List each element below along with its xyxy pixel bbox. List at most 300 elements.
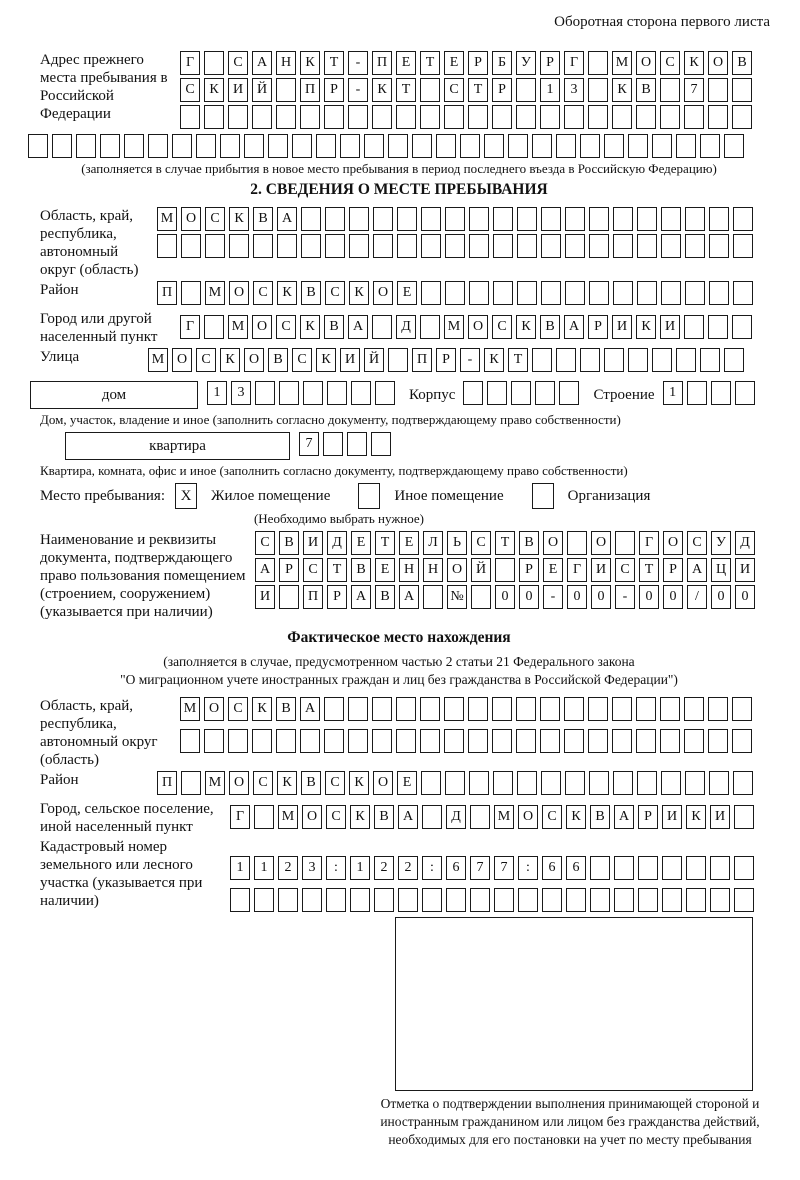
char-cell[interactable]: Й bbox=[471, 558, 491, 582]
char-cell[interactable]: О bbox=[302, 805, 322, 829]
char-cell[interactable] bbox=[535, 381, 555, 405]
char-cell[interactable]: О bbox=[543, 531, 563, 555]
char-cell[interactable]: С bbox=[325, 771, 345, 795]
char-cell[interactable] bbox=[397, 234, 417, 258]
char-cell[interactable]: А bbox=[687, 558, 707, 582]
char-cell[interactable]: Е bbox=[543, 558, 563, 582]
char-cell[interactable]: - bbox=[615, 585, 635, 609]
char-cell[interactable]: А bbox=[255, 558, 275, 582]
char-cell[interactable]: В bbox=[374, 805, 394, 829]
char-cell[interactable] bbox=[494, 888, 514, 912]
char-cell[interactable] bbox=[420, 315, 440, 339]
char-cell[interactable]: М bbox=[180, 697, 200, 721]
char-cell[interactable]: С bbox=[542, 805, 562, 829]
char-cell[interactable] bbox=[487, 381, 507, 405]
char-cell[interactable]: С bbox=[255, 531, 275, 555]
char-cell[interactable] bbox=[517, 234, 537, 258]
char-cell[interactable] bbox=[661, 771, 681, 795]
char-cell[interactable]: О bbox=[229, 771, 249, 795]
char-cell[interactable]: С bbox=[253, 281, 273, 305]
char-cell[interactable] bbox=[375, 381, 395, 405]
char-cell[interactable] bbox=[180, 105, 200, 129]
char-cell[interactable] bbox=[637, 771, 657, 795]
char-cell[interactable]: О bbox=[204, 697, 224, 721]
char-cell[interactable] bbox=[196, 134, 216, 158]
char-cell[interactable]: В bbox=[301, 281, 321, 305]
char-cell[interactable]: С bbox=[205, 207, 225, 231]
char-cell[interactable]: М bbox=[148, 348, 168, 372]
char-cell[interactable]: К bbox=[204, 78, 224, 102]
char-cell[interactable] bbox=[316, 134, 336, 158]
char-cell[interactable] bbox=[732, 105, 752, 129]
char-cell[interactable]: / bbox=[687, 585, 707, 609]
char-cell[interactable] bbox=[589, 281, 609, 305]
char-cell[interactable] bbox=[685, 207, 705, 231]
char-cell[interactable]: 1 bbox=[540, 78, 560, 102]
char-cell[interactable]: Д bbox=[396, 315, 416, 339]
char-cell[interactable]: К bbox=[300, 51, 320, 75]
char-cell[interactable] bbox=[733, 281, 753, 305]
char-cell[interactable]: П bbox=[157, 771, 177, 795]
char-cell[interactable]: О bbox=[181, 207, 201, 231]
char-cell[interactable]: Р bbox=[540, 51, 560, 75]
char-cell[interactable] bbox=[444, 729, 464, 753]
char-cell[interactable] bbox=[420, 729, 440, 753]
char-cell[interactable] bbox=[349, 207, 369, 231]
char-cell[interactable] bbox=[205, 234, 225, 258]
char-cell[interactable]: С bbox=[196, 348, 216, 372]
char-cell[interactable] bbox=[181, 234, 201, 258]
char-cell[interactable] bbox=[52, 134, 72, 158]
char-cell[interactable]: К bbox=[277, 771, 297, 795]
char-cell[interactable]: В bbox=[324, 315, 344, 339]
char-cell[interactable]: 1 bbox=[350, 856, 370, 880]
char-cell[interactable]: Е bbox=[396, 51, 416, 75]
char-cell[interactable] bbox=[373, 234, 393, 258]
char-cell[interactable]: И bbox=[340, 348, 360, 372]
char-cell[interactable] bbox=[612, 729, 632, 753]
char-cell[interactable]: Р bbox=[324, 78, 344, 102]
char-cell[interactable]: С bbox=[687, 531, 707, 555]
char-cell[interactable] bbox=[493, 234, 513, 258]
char-cell[interactable] bbox=[351, 381, 371, 405]
char-cell[interactable]: Р bbox=[327, 585, 347, 609]
char-cell[interactable]: К bbox=[316, 348, 336, 372]
char-cell[interactable]: К bbox=[566, 805, 586, 829]
char-cell[interactable]: С bbox=[180, 78, 200, 102]
char-cell[interactable] bbox=[662, 888, 682, 912]
char-cell[interactable]: И bbox=[735, 558, 755, 582]
char-cell[interactable]: Т bbox=[327, 558, 347, 582]
char-cell[interactable] bbox=[518, 888, 538, 912]
char-cell[interactable]: 0 bbox=[567, 585, 587, 609]
char-cell[interactable] bbox=[279, 381, 299, 405]
char-cell[interactable] bbox=[686, 856, 706, 880]
char-cell[interactable]: К bbox=[612, 78, 632, 102]
char-cell[interactable]: - bbox=[543, 585, 563, 609]
char-cell[interactable] bbox=[470, 805, 490, 829]
char-cell[interactable] bbox=[422, 888, 442, 912]
char-cell[interactable]: А bbox=[564, 315, 584, 339]
char-cell[interactable] bbox=[589, 771, 609, 795]
char-cell[interactable] bbox=[613, 771, 633, 795]
char-cell[interactable] bbox=[371, 432, 391, 456]
char-cell[interactable]: Н bbox=[423, 558, 443, 582]
char-cell[interactable] bbox=[638, 888, 658, 912]
char-cell[interactable] bbox=[564, 105, 584, 129]
char-cell[interactable]: К bbox=[277, 281, 297, 305]
char-cell[interactable]: И bbox=[612, 315, 632, 339]
char-cell[interactable] bbox=[541, 207, 561, 231]
char-cell[interactable] bbox=[612, 105, 632, 129]
char-cell[interactable]: 0 bbox=[735, 585, 755, 609]
char-cell[interactable] bbox=[516, 729, 536, 753]
char-cell[interactable] bbox=[204, 51, 224, 75]
char-cell[interactable] bbox=[276, 105, 296, 129]
char-cell[interactable]: 7 bbox=[494, 856, 514, 880]
char-cell[interactable]: К bbox=[686, 805, 706, 829]
char-cell[interactable]: И bbox=[662, 805, 682, 829]
char-cell[interactable]: Е bbox=[397, 771, 417, 795]
char-cell[interactable] bbox=[421, 234, 441, 258]
char-cell[interactable]: В bbox=[636, 78, 656, 102]
char-cell[interactable] bbox=[421, 207, 441, 231]
char-cell[interactable] bbox=[565, 771, 585, 795]
char-cell[interactable]: 1 bbox=[230, 856, 250, 880]
char-cell[interactable] bbox=[661, 234, 681, 258]
char-cell[interactable]: О bbox=[373, 281, 393, 305]
char-cell[interactable]: Т bbox=[375, 531, 395, 555]
char-cell[interactable] bbox=[252, 729, 272, 753]
char-cell[interactable] bbox=[565, 234, 585, 258]
char-cell[interactable]: М bbox=[205, 771, 225, 795]
char-cell[interactable] bbox=[244, 134, 264, 158]
char-cell[interactable] bbox=[700, 134, 720, 158]
char-cell[interactable] bbox=[709, 207, 729, 231]
char-cell[interactable]: 0 bbox=[639, 585, 659, 609]
char-cell[interactable]: 6 bbox=[542, 856, 562, 880]
char-cell[interactable]: Л bbox=[423, 531, 443, 555]
char-cell[interactable] bbox=[638, 856, 658, 880]
char-cell[interactable]: О bbox=[447, 558, 467, 582]
char-cell[interactable] bbox=[540, 105, 560, 129]
char-cell[interactable]: Р bbox=[588, 315, 608, 339]
char-cell[interactable] bbox=[565, 281, 585, 305]
stay-type-checkbox-organization[interactable] bbox=[532, 483, 554, 509]
char-cell[interactable] bbox=[364, 134, 384, 158]
char-cell[interactable]: В bbox=[268, 348, 288, 372]
char-cell[interactable] bbox=[303, 381, 323, 405]
char-cell[interactable] bbox=[349, 234, 369, 258]
char-cell[interactable]: Р bbox=[638, 805, 658, 829]
char-cell[interactable]: Д bbox=[735, 531, 755, 555]
char-cell[interactable] bbox=[100, 134, 120, 158]
char-cell[interactable] bbox=[388, 134, 408, 158]
char-cell[interactable] bbox=[302, 888, 322, 912]
char-cell[interactable] bbox=[396, 105, 416, 129]
char-cell[interactable] bbox=[732, 78, 752, 102]
char-cell[interactable]: П bbox=[157, 281, 177, 305]
char-cell[interactable] bbox=[468, 105, 488, 129]
char-cell[interactable]: И bbox=[710, 805, 730, 829]
char-cell[interactable] bbox=[652, 348, 672, 372]
char-cell[interactable] bbox=[724, 134, 744, 158]
char-cell[interactable]: С bbox=[444, 78, 464, 102]
char-cell[interactable]: К bbox=[372, 78, 392, 102]
char-cell[interactable] bbox=[397, 207, 417, 231]
char-cell[interactable] bbox=[559, 381, 579, 405]
char-cell[interactable] bbox=[732, 729, 752, 753]
char-cell[interactable] bbox=[732, 315, 752, 339]
char-cell[interactable] bbox=[709, 771, 729, 795]
char-cell[interactable] bbox=[469, 207, 489, 231]
stay-type-checkbox-residential[interactable]: X bbox=[175, 483, 197, 509]
char-cell[interactable]: Г bbox=[564, 51, 584, 75]
char-cell[interactable]: П bbox=[372, 51, 392, 75]
char-cell[interactable] bbox=[436, 134, 456, 158]
char-cell[interactable]: : bbox=[518, 856, 538, 880]
char-cell[interactable] bbox=[445, 207, 465, 231]
char-cell[interactable]: Т bbox=[508, 348, 528, 372]
char-cell[interactable] bbox=[373, 207, 393, 231]
char-cell[interactable]: Г bbox=[180, 315, 200, 339]
char-cell[interactable]: К bbox=[349, 281, 369, 305]
char-cell[interactable]: В bbox=[540, 315, 560, 339]
char-cell[interactable]: О bbox=[229, 281, 249, 305]
char-cell[interactable] bbox=[124, 134, 144, 158]
char-cell[interactable] bbox=[709, 234, 729, 258]
char-cell[interactable]: Т bbox=[468, 78, 488, 102]
char-cell[interactable]: 3 bbox=[231, 381, 251, 405]
char-cell[interactable] bbox=[372, 315, 392, 339]
char-cell[interactable] bbox=[511, 381, 531, 405]
char-cell[interactable] bbox=[327, 381, 347, 405]
char-cell[interactable] bbox=[556, 134, 576, 158]
char-cell[interactable] bbox=[493, 771, 513, 795]
char-cell[interactable]: К bbox=[252, 697, 272, 721]
char-cell[interactable] bbox=[588, 697, 608, 721]
char-cell[interactable]: 2 bbox=[278, 856, 298, 880]
char-cell[interactable] bbox=[422, 805, 442, 829]
char-cell[interactable]: К bbox=[516, 315, 536, 339]
char-cell[interactable] bbox=[567, 531, 587, 555]
char-cell[interactable] bbox=[471, 585, 491, 609]
char-cell[interactable] bbox=[541, 771, 561, 795]
char-cell[interactable]: 0 bbox=[591, 585, 611, 609]
char-cell[interactable]: Д bbox=[446, 805, 466, 829]
char-cell[interactable] bbox=[532, 134, 552, 158]
char-cell[interactable] bbox=[412, 134, 432, 158]
char-cell[interactable] bbox=[254, 888, 274, 912]
char-cell[interactable] bbox=[445, 281, 465, 305]
char-cell[interactable] bbox=[614, 856, 634, 880]
char-cell[interactable] bbox=[229, 234, 249, 258]
char-cell[interactable] bbox=[300, 729, 320, 753]
char-cell[interactable] bbox=[372, 729, 392, 753]
char-cell[interactable] bbox=[204, 315, 224, 339]
char-cell[interactable] bbox=[708, 105, 728, 129]
char-cell[interactable] bbox=[612, 697, 632, 721]
char-cell[interactable] bbox=[589, 207, 609, 231]
char-cell[interactable]: Г bbox=[180, 51, 200, 75]
char-cell[interactable] bbox=[564, 729, 584, 753]
char-cell[interactable] bbox=[724, 348, 744, 372]
char-cell[interactable] bbox=[734, 856, 754, 880]
char-cell[interactable]: Р bbox=[492, 78, 512, 102]
char-cell[interactable] bbox=[492, 729, 512, 753]
char-cell[interactable]: 7 bbox=[299, 432, 319, 456]
char-cell[interactable] bbox=[604, 134, 624, 158]
char-cell[interactable] bbox=[444, 105, 464, 129]
char-cell[interactable] bbox=[421, 771, 441, 795]
char-cell[interactable] bbox=[220, 134, 240, 158]
char-cell[interactable]: С bbox=[276, 315, 296, 339]
char-cell[interactable]: Ь bbox=[447, 531, 467, 555]
char-cell[interactable] bbox=[228, 729, 248, 753]
char-cell[interactable] bbox=[685, 281, 705, 305]
char-cell[interactable] bbox=[588, 729, 608, 753]
char-cell[interactable] bbox=[628, 134, 648, 158]
char-cell[interactable]: Т bbox=[396, 78, 416, 102]
char-cell[interactable]: С bbox=[253, 771, 273, 795]
char-cell[interactable]: А bbox=[252, 51, 272, 75]
char-cell[interactable]: 2 bbox=[374, 856, 394, 880]
char-cell[interactable]: : bbox=[326, 856, 346, 880]
stay-type-checkbox-other[interactable] bbox=[358, 483, 380, 509]
char-cell[interactable] bbox=[733, 207, 753, 231]
char-cell[interactable]: К bbox=[229, 207, 249, 231]
char-cell[interactable]: 3 bbox=[302, 856, 322, 880]
char-cell[interactable] bbox=[686, 888, 706, 912]
char-cell[interactable]: О bbox=[244, 348, 264, 372]
char-cell[interactable]: А bbox=[277, 207, 297, 231]
char-cell[interactable] bbox=[420, 78, 440, 102]
char-cell[interactable]: В bbox=[301, 771, 321, 795]
char-cell[interactable] bbox=[516, 105, 536, 129]
char-cell[interactable] bbox=[493, 207, 513, 231]
char-cell[interactable] bbox=[423, 585, 443, 609]
char-cell[interactable] bbox=[396, 697, 416, 721]
char-cell[interactable]: Г bbox=[567, 558, 587, 582]
char-cell[interactable] bbox=[711, 381, 731, 405]
char-cell[interactable] bbox=[420, 697, 440, 721]
char-cell[interactable] bbox=[532, 348, 552, 372]
char-cell[interactable] bbox=[278, 888, 298, 912]
char-cell[interactable]: А bbox=[351, 585, 371, 609]
char-cell[interactable] bbox=[661, 207, 681, 231]
char-cell[interactable]: С bbox=[492, 315, 512, 339]
char-cell[interactable] bbox=[709, 281, 729, 305]
char-cell[interactable]: М bbox=[494, 805, 514, 829]
char-cell[interactable] bbox=[636, 729, 656, 753]
char-cell[interactable] bbox=[204, 729, 224, 753]
char-cell[interactable] bbox=[708, 697, 728, 721]
char-cell[interactable]: 1 bbox=[254, 856, 274, 880]
char-cell[interactable]: Й bbox=[364, 348, 384, 372]
char-cell[interactable]: О bbox=[518, 805, 538, 829]
char-cell[interactable] bbox=[230, 888, 250, 912]
char-cell[interactable] bbox=[396, 729, 416, 753]
char-cell[interactable] bbox=[324, 105, 344, 129]
char-cell[interactable] bbox=[684, 315, 704, 339]
char-cell[interactable] bbox=[637, 234, 657, 258]
char-cell[interactable]: А bbox=[399, 585, 419, 609]
char-cell[interactable]: Е bbox=[397, 281, 417, 305]
char-cell[interactable] bbox=[540, 729, 560, 753]
char-cell[interactable] bbox=[347, 432, 367, 456]
char-cell[interactable] bbox=[516, 78, 536, 102]
char-cell[interactable]: Н bbox=[276, 51, 296, 75]
char-cell[interactable]: Т bbox=[639, 558, 659, 582]
char-cell[interactable] bbox=[735, 381, 755, 405]
char-cell[interactable] bbox=[348, 697, 368, 721]
char-cell[interactable]: И bbox=[228, 78, 248, 102]
char-cell[interactable] bbox=[468, 697, 488, 721]
char-cell[interactable] bbox=[517, 281, 537, 305]
char-cell[interactable] bbox=[517, 207, 537, 231]
char-cell[interactable] bbox=[676, 134, 696, 158]
char-cell[interactable]: Е bbox=[399, 531, 419, 555]
char-cell[interactable] bbox=[660, 729, 680, 753]
char-cell[interactable] bbox=[279, 585, 299, 609]
char-cell[interactable] bbox=[254, 805, 274, 829]
char-cell[interactable] bbox=[660, 78, 680, 102]
char-cell[interactable] bbox=[516, 697, 536, 721]
char-cell[interactable] bbox=[588, 105, 608, 129]
char-cell[interactable]: С bbox=[292, 348, 312, 372]
char-cell[interactable] bbox=[684, 729, 704, 753]
char-cell[interactable]: О bbox=[172, 348, 192, 372]
char-cell[interactable]: 7 bbox=[470, 856, 490, 880]
char-cell[interactable]: Е bbox=[351, 531, 371, 555]
char-cell[interactable]: П bbox=[303, 585, 323, 609]
char-cell[interactable]: Р bbox=[279, 558, 299, 582]
char-cell[interactable] bbox=[446, 888, 466, 912]
char-cell[interactable] bbox=[445, 771, 465, 795]
char-cell[interactable] bbox=[662, 856, 682, 880]
char-cell[interactable]: В bbox=[375, 585, 395, 609]
char-cell[interactable]: И bbox=[591, 558, 611, 582]
char-cell[interactable] bbox=[348, 105, 368, 129]
char-cell[interactable]: 0 bbox=[663, 585, 683, 609]
char-cell[interactable]: К bbox=[350, 805, 370, 829]
char-cell[interactable] bbox=[590, 888, 610, 912]
char-cell[interactable] bbox=[301, 207, 321, 231]
char-cell[interactable]: К bbox=[300, 315, 320, 339]
char-cell[interactable] bbox=[469, 234, 489, 258]
char-cell[interactable]: О bbox=[591, 531, 611, 555]
char-cell[interactable] bbox=[732, 697, 752, 721]
char-cell[interactable]: Р bbox=[436, 348, 456, 372]
char-cell[interactable]: И bbox=[303, 531, 323, 555]
char-cell[interactable] bbox=[628, 348, 648, 372]
char-cell[interactable]: М bbox=[157, 207, 177, 231]
char-cell[interactable] bbox=[277, 234, 297, 258]
char-cell[interactable] bbox=[323, 432, 343, 456]
char-cell[interactable]: В bbox=[519, 531, 539, 555]
char-cell[interactable] bbox=[588, 51, 608, 75]
char-cell[interactable] bbox=[637, 207, 657, 231]
char-cell[interactable] bbox=[684, 697, 704, 721]
char-cell[interactable]: Г bbox=[639, 531, 659, 555]
char-cell[interactable] bbox=[661, 281, 681, 305]
char-cell[interactable]: А bbox=[348, 315, 368, 339]
char-cell[interactable] bbox=[372, 105, 392, 129]
char-cell[interactable] bbox=[180, 729, 200, 753]
char-cell[interactable]: В bbox=[590, 805, 610, 829]
char-cell[interactable]: 6 bbox=[566, 856, 586, 880]
char-cell[interactable]: 2 bbox=[398, 856, 418, 880]
